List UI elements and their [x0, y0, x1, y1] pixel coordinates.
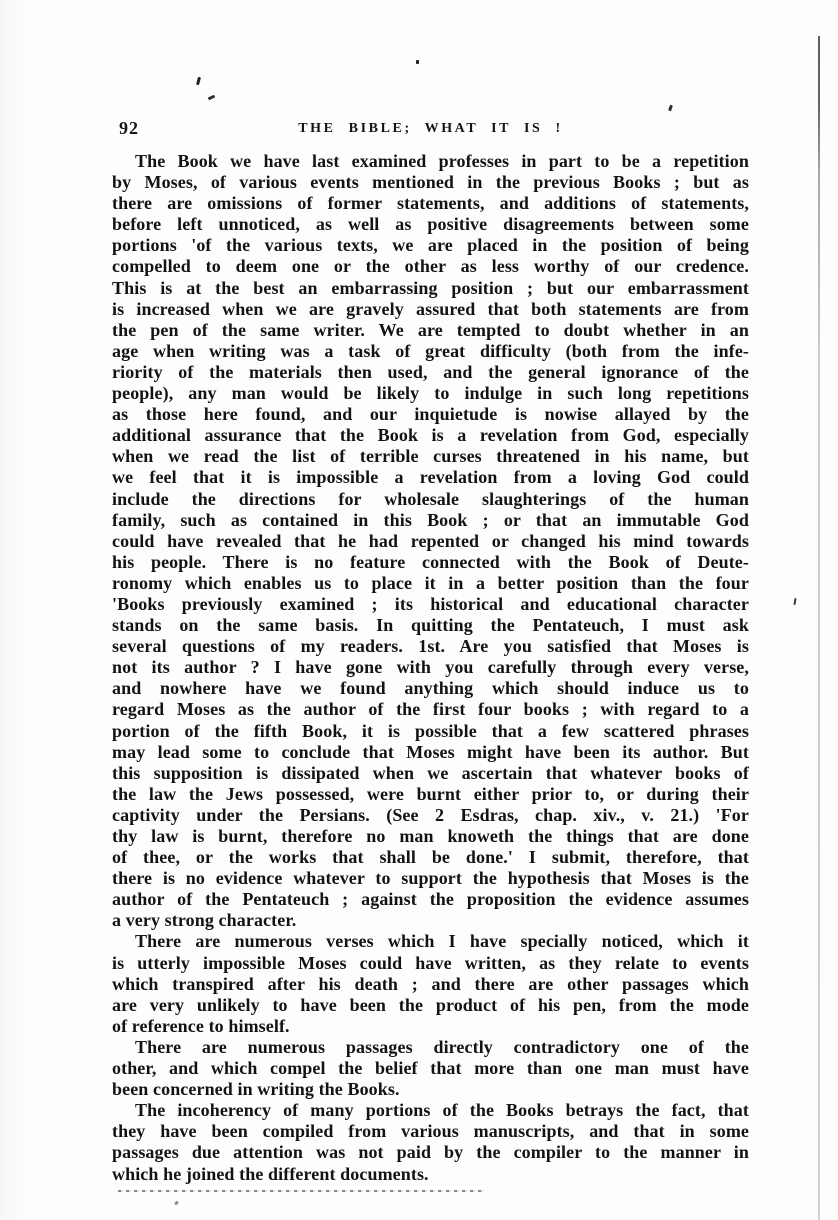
text-line: stands on the same basis. In quitting the Pentateuch, I must ask	[112, 615, 749, 636]
body-text	[112, 151, 749, 1185]
text-line: this supposition is dissipated when we ascertain that whatever books of	[112, 762, 749, 783]
running-head: THE BIBLE; WHAT IT IS !	[298, 121, 563, 136]
text-line: could have revealed that he had repented or changed his mind towards	[112, 530, 749, 551]
text-line: are very unlikely to have been the product of his pen, from the mode	[112, 994, 749, 1015]
speckle-dash-top-left	[208, 95, 216, 101]
speckle-tick-bottom	[174, 1201, 179, 1206]
speckle-dot-top-center	[416, 60, 419, 64]
text-line: several questions of my readers. 1st. Are you satisfied that Moses is	[112, 636, 749, 657]
text-line: family, such as contained in this Book ; or that an immutable God	[112, 509, 749, 530]
text-line: people), any man would be likely to indulge in such long repetitions	[112, 383, 749, 404]
speckle-apostrophe-top-left	[196, 77, 201, 86]
scan-edge-line	[818, 36, 820, 1220]
text-line: may lead some to conclude that Moses might have been its author. But	[112, 741, 749, 762]
text-line: There are numerous passages directly contradictory one of the	[135, 1036, 749, 1057]
text-line: regard Moses as the author of the first four books ; with regard to a	[112, 699, 749, 720]
text-line: other, and which compel the belief that more than one man must have	[112, 1058, 749, 1079]
text-line: which he joined the different documents.	[112, 1163, 429, 1184]
text-line: The Book we have last examined professes in part to be a repetition	[135, 151, 749, 171]
text-line: include the directions for wholesale slaughterings of the human	[112, 488, 749, 509]
scan-dotted-line	[118, 1190, 486, 1192]
text-line: riority of the materials then used, and the general ignorance of the	[112, 361, 749, 382]
text-line: 'Books previously examined ; its historical and educational character	[112, 593, 749, 614]
text-line: of reference to himself.	[112, 1015, 290, 1036]
text-line: This is at the best an embarrassing position ; but our embarrassment	[112, 277, 749, 298]
text-line: of thee, or the works that shall be done.' I submit, therefore, that	[112, 847, 749, 868]
text-line: portions 'of the various texts, we are placed in the position of being	[112, 235, 749, 256]
text-line: is utterly impossible Moses could have written, as they relate to events	[112, 952, 749, 973]
text-line: the law the Jews possessed, were burnt either prior to, or during their	[112, 783, 749, 804]
text-line: which transpired after his death ; and there are other passages which	[112, 973, 749, 994]
text-line: there is no evidence whatever to support the hypothesis that Moses is the	[112, 868, 749, 889]
text-line: a very strong character.	[112, 910, 297, 931]
text-line: is increased when we are gravely assured that both statements are from	[112, 298, 749, 319]
text-line: additional assurance that the Book is a revelation from God, especially	[112, 425, 749, 446]
text-line: The incoherency of many portions of the Books betrays the fact, that	[135, 1100, 749, 1121]
text-line: portion of the fifth Book, it is possible that a few scattered phrases	[112, 720, 749, 741]
text-line: the pen of the same writer. We are tempted to doubt whether in an	[112, 319, 749, 340]
text-line: his people. There is no feature connected with the Book of Deute-	[112, 551, 749, 572]
text-line: by Moses, of various events mentioned in the previous Books ; but as	[112, 172, 749, 193]
text-line: captivity under the Persians. (See 2 Esdras, chap. xiv., v. 21.) 'For	[112, 804, 749, 825]
text-line: and nowhere have we found anything which should induce us to	[112, 678, 749, 699]
page-number: 92	[119, 118, 139, 138]
text-line: passages due attention was not paid by the compiler to the manner in	[112, 1142, 749, 1163]
text-line: as those here found, and our inquietude is nowise allayed by the	[112, 404, 749, 425]
text-line: been concerned in writing the Books.	[112, 1079, 400, 1100]
text-line: author of the Pentateuch ; against the proposition the evidence assumes	[112, 889, 749, 910]
speckle-tick-header-right	[668, 105, 673, 112]
text-line: ronomy which enables us to place it in a better position than the four	[112, 572, 749, 593]
text-line: there are omissions of former statements, and additions of statements,	[112, 193, 749, 214]
text-line: they have been compiled from various manuscripts, and that in some	[112, 1121, 749, 1142]
text-line: we feel that it is impossible a revelation from a loving God could	[112, 467, 749, 488]
speckle-tick-right-margin	[793, 598, 796, 605]
text-line: There are numerous verses which I have specially noticed, which it	[135, 931, 749, 952]
text-line: before left unnoticed, as well as positive disagreements between some	[112, 214, 749, 235]
text-line: when we read the list of terrible curses threatened in his name, but	[112, 446, 749, 467]
text-line: thy law is burnt, therefore no man knoweth the things that are done	[112, 826, 749, 846]
text-line: age when writing was a task of great difficulty (both from the infe-	[112, 340, 749, 361]
text-line: not its author ? I have gone with you carefully through every verse,	[112, 657, 749, 678]
text-line: compelled to deem one or the other as less worthy of our credence.	[112, 256, 749, 277]
